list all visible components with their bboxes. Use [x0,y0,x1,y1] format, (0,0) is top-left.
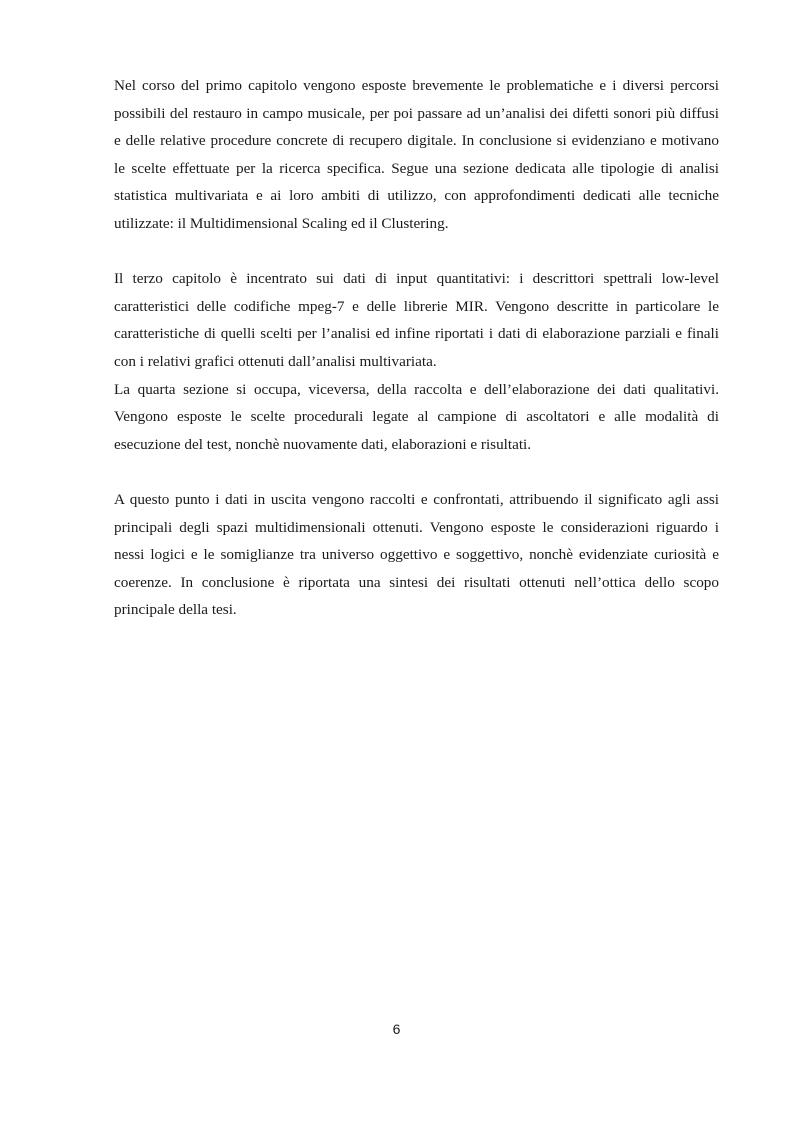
paragraph-chapter-four: La quarta sezione si occupa, viceversa, della raccolta e dell’elaborazione dei dati qualitativi. Vengono esposte le scelte procedurali legate al campione di ascoltatori e alle modalità di esecuzione del test, nonchè nuovamente dati, elaborazioni e risultati. [114,380,719,453]
paragraph-chapter-one: Nel corso del primo capitolo vengono esposte brevemente le problematiche e i diversi percorsi possibili del restauro in campo musicale, per poi passare ad un’analisi dei difetti sonori più diffusi e delle relative procedure concrete di recupero digitale. In conclusione si evidenziano e motivano le scelte effettuate per la ricerca specifica. Segue una sezione dedicata alle tipologie di analisi statistica multivariata e ai loro ambiti di utilizzo, con approfondimenti dedicati alle tecniche utilizzate: il Multidimensional Scaling ed il Clustering. [114,77,719,232]
body-text [114,72,719,624]
page-number: 6 [392,1021,401,1037]
paragraph-chapter-three: Il terzo capitolo è incentrato sui dati di input quantitativi: i descrittori spettrali low-level caratteristici delle codifiche mpeg-7 e delle librerie MIR. Vengono descritte in particolare le caratteristiche di quelli scelti per l’analisi ed infine riportati i dati di elaborazione parziali e finali con i relativi grafici ottenuti dall’analisi multivariata. [114,270,719,370]
paragraph-conclusions: A questo punto i dati in uscita vengono raccolti e confrontati, attribuendo il significato agli assi principali degli spazi multidimensionali ottenuti. Vengono esposte le considerazioni riguardo i nessi logici e le somiglianze tra universo oggettivo e soggettivo, nonchè evidenziate curiosità e coerenze. In conclusione è riportata una sintesi dei risultati ottenuti nell’ottica dello scopo principale della tesi. [114,490,719,619]
